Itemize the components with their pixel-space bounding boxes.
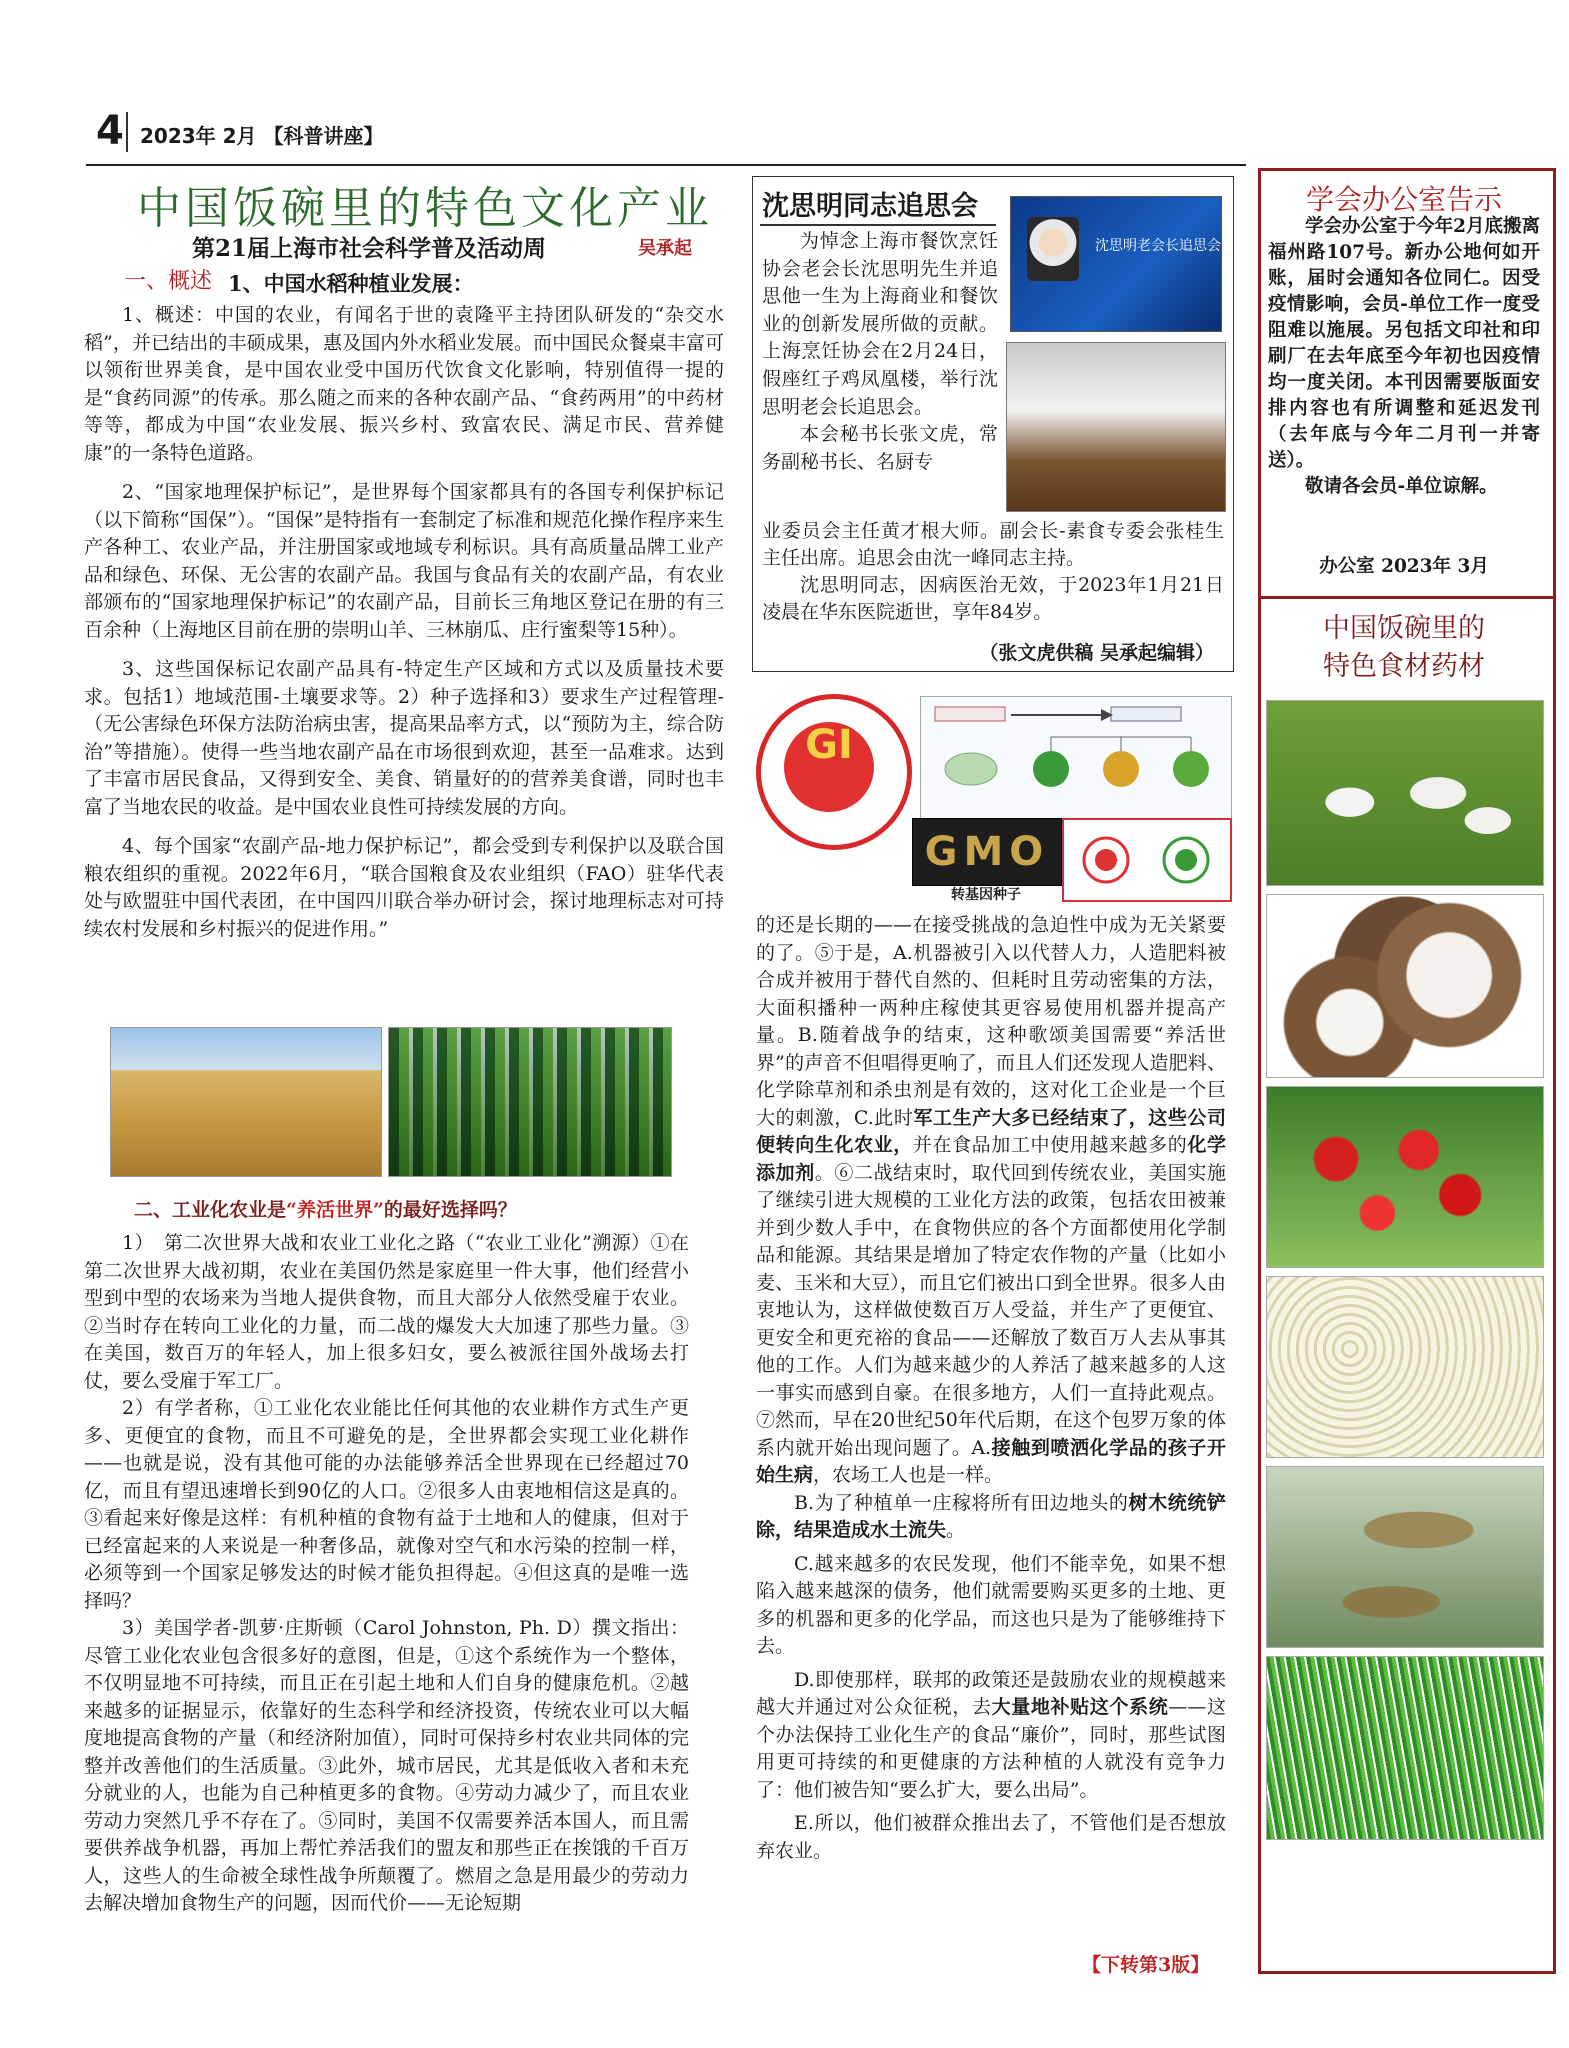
paragraph: C.越来越多的农民发现，他们不能幸免，如果不想陷入越来越深的债务，他们就需要购买更多的土地、更多的机器和更多的化学品，而这也只是为了能够维持下去。 — [756, 1552, 1226, 1657]
text-run: B.为了种植单一庄稼将所有田边地头的 — [794, 1491, 1129, 1514]
sec2-title-part: 二、工业化农业是 — [134, 1199, 287, 1221]
text-run: 的还是长期的——在接受挑战的急迫性中成为无关紧要的了。⑤于是，A.机器被引入以代替人力，人造肥料被合成并被用于替代自然的、但耗时且劳动密集的方法，大面积播种一两种庄稼使其更容易使用机器并提高产量。B.随着战争的结束，这种歌颂美国需要“养活世界”的声音不但唱得更响了，而且人们还发现人造肥料、化学除草剂和杀虫剂是有效的，这对化工企业是一个巨大的刺激，C.此时 — [756, 914, 1226, 1129]
paragraph: 1） 第二次世界大战和农业工业化之路（“农业工业化”溯源）①在第二次世界大战初期，农业在美国仍然是家庭里一件大事，他们经营小型到中型的农场来为当地人提供食物，而且大部分人依然受雇于农业。②当时存在转向工业化的力量，而二战的爆发大大加速了那些力量。③在美国，数百万的年轻人，加上很多妇女，要么被派往国外战场去打仗，要么受雇于军工厂。 — [84, 1232, 689, 1392]
article-author: 吴承起 — [638, 238, 692, 259]
emphasis-military: 军工生产大多已经结束了，这些公司便转向生化农业， — [756, 1106, 1226, 1156]
paragraph: E.所以，他们被群众推出去了，不管他们是否想放弃农业。 — [756, 1812, 1226, 1862]
article-subtitle: 第21届上海市社会科学普及活动周 — [192, 235, 547, 262]
section-heading-industrial — [134, 1195, 517, 1222]
text-run: 。⑥二战结束时，取代回到传统农业，美国实施了继续引进大规模的工业化方法的政策，包括农田被兼并到少数人手中，在食物供应的各个方面都使用化学制品和能源。其结果是增加了特定农作物的产量（比如小麦、玉米和大豆），而且它们被出口到全世界。很多人由衷地认为，这样做使数百万人受益，并生产了更便宜、更安全和更充裕的食品——还解放了数百万人去从事其他的工作。人们为越来越少的人养活了越来越多的人这一事实而感到自豪。在很多地方，人们一直持此观点。⑦然而，早在20世纪50年代后期，在这个包罗万象的体系内就开始出现问题了。A. — [756, 1161, 1226, 1459]
gi-flow-diagram — [920, 696, 1232, 828]
section-heading-rice: 1、中国水稻种植业发展： — [228, 271, 474, 296]
paragraph: 学会办公室于今年2月底搬离福州路107号。新办公地何如开账，届时会通知各位同仁。因受疫情影响，会员-单位工作一度受阻难以施展。另包括文印社和印刷厂在去年底至今年初也因疫情均一度关闭。本刊因需要版面安排内容也有所调整和延迟发刊（去年底与今年二月刊一并寄送）。 — [1268, 216, 1540, 471]
paragraph: 3）美国学者-凯萝·庄斯顿（Carol Johnston, Ph. D）撰文指出：尽管工业化农业包含很多好的意图，但是，①这个系统作为一个整体，不仅明显地不可持续，而且正在引起土地和人们自身的健康危机。②越来越多的证据显示，依靠好的生态科学和经济投资，传统农业可以大幅度地提高食物的产量（和经济附加值），同时可保持乡村农业共同体的完整并改善他们的生活质量。③此外，城市居民，尤其是低收入者和未充分就业的人，也能为自己种植更多的食物。④劳动力减少了，而且农业劳动力突然几乎不存在了。⑤同时，美国不仅需要养活本国人，而且需要供养战争机器，再加上帮忙养活我们的盟友和那些正在挨饿的千百万人，这些人的生命被全球性战争所颠覆了。燃眉之急是用最少的劳动力去解决增加食物生产的问题，因而代价——无论短期 — [84, 1617, 689, 1914]
header-divider — [126, 112, 128, 152]
paragraph: 3、这些国保标记农副产品具有-特定生产区域和方式以及质量技术要求。包括1）地域范围-土壤要求等。2）种子选择和3）要求生产过程管理-（无公害绿色环保方法防治病虫害，提高果品率方式，以“预防为主，综合防治”等措施）。使得一些当地农副产品在市场很到欢迎，甚至一品难求。达到了丰富市居民食品，又得到安全、美食、销量好的的营养美食谱，同时也丰富了当地农民的收益。是中国农业良性可持续发展的方向。 — [84, 658, 724, 818]
article-body-part2 — [84, 1230, 689, 1918]
paragraph — [756, 1667, 1226, 1805]
memorial-photo-caption: 沈思明老会长追思会 — [1095, 238, 1221, 254]
wheat-harvest-photo — [110, 1027, 382, 1177]
food-title-line: 中国饭碗里的 — [1323, 613, 1485, 644]
goji-berries-photo — [1266, 1086, 1544, 1268]
paragraph: 业委员会主任黄才根大师。副会长-素食专委会张桂生主任出席。追思会由沈一峰同志主持。 — [762, 520, 1224, 569]
paragraph: 2）有学者称，①工业化农业能比任何其他的农业耕作方式生产更多、更便宜的食物，而且不可避免的是，全世界都会实现工业化耕作——也就是说，没有其他可能的办法能够养活全世界现在已经超过70亿，而且有望迅速增长到90亿的人口。②很多人由衷地相信这是真的。③看起来好像是这样：有机种植的食物有益于土地和人的健康，但对于已经富起来的人来说是一种奢侈品，就像对空气和水污染的控制一样，必须等到一个国家足够发达的时候才能负担得起。④但这真的是唯一选择吗？ — [84, 1397, 689, 1612]
chives-photo — [1266, 1656, 1544, 1840]
gi-flow-graphic — [921, 697, 1231, 827]
taro-photo — [1266, 894, 1544, 1078]
memorial-title-rule — [760, 224, 996, 226]
cert-logos-graphic — [1064, 820, 1230, 900]
memorial-signature: （张文虎供稿 吴承起编辑） — [979, 642, 1214, 664]
sec2-title-highlight: “养活世界” — [286, 1199, 384, 1221]
goats-photo — [1266, 700, 1544, 886]
memorial-title: 沈思明同志追思会 — [762, 191, 978, 222]
portrait-image — [1027, 217, 1079, 281]
paragraph: 沈思明同志，因病医治无效，于2023年1月21日凌晨在华东医院逝世，享年84岁。 — [762, 574, 1224, 623]
notice-signature: 办公室 2023年 3月 — [1319, 556, 1489, 577]
food-title-line: 特色食材药材 — [1323, 651, 1485, 682]
gmo-seeds-image: GMO — [912, 818, 1062, 886]
emphasis-erosion: 树木统统铲除，结果造成水土流失 — [756, 1491, 1226, 1541]
article-body-part1 — [84, 302, 724, 943]
issue-date-section: 2023年 2月 【科普讲座】 — [140, 124, 384, 148]
text-run: ——这个办法保持工业化生产的食品“廉价”，同时，那些试图用更可持续的和更健康的方法种植的人就没有竞争力了：他们被告知“要么扩大，要么出局”。 — [756, 1696, 1226, 1801]
paragraph: 2、“国家地理保护标记”，是世界每个国家都具有的各国专利保护标记（以下简称“国保”）。“国保”是特指有一套制定了标准和规范化操作程序来生产各种工、农业产品，并注册国家或地域专利标识。具有高质量品牌工业产品和绿色、环保、无公害的农副产品。我国与食品有关的农副产品，有农业部颁布的“国家地理保护标记”的农副产品，目前长三角地区登记在册的有三百余种（上海地区目前在册的崇明山羊、三林崩瓜、庄行蜜梨等15种）。 — [84, 481, 724, 641]
notice-title: 学会办公室告示 — [1305, 183, 1502, 216]
text-run: 。 — [946, 1519, 966, 1541]
sec2-title-part: 的最好选择吗？ — [383, 1199, 517, 1221]
paragraph: 本会秘书长张文虎，常务副秘书长、名厨专 — [762, 423, 998, 473]
article-body-part3 — [756, 912, 1226, 1865]
paragraph: 4、每个国家“农副产品-地力保护标记”，都会受到专利保护以及联合国粮农组织的重视。2022年6月，“联合国粮食及农业组织（FAO）驻华代表处与欧盟驻中国代表团，在中国四川联合举办研讨会，探讨地理标志对可持续农村发展和乡村振兴的促进作用。” — [84, 835, 724, 940]
text-run: 并在食品加工中使用越来越多的 — [912, 1134, 1188, 1156]
emphasis-additives: 化学添加剂 — [756, 1134, 1226, 1184]
section-tag-overview: 一、概述 — [124, 269, 213, 294]
paragraph: 敬请各会员-单位谅解。 — [1305, 476, 1498, 497]
fish-photo — [1266, 1466, 1544, 1648]
article-title: 中国饭碗里的特色文化产业 — [137, 183, 713, 234]
memorial-speaker-photo — [1006, 342, 1226, 512]
greenhouse-photo — [388, 1027, 672, 1177]
continued-note: 【下转第3版】 — [1082, 1954, 1210, 1976]
paragraph: 为悼念上海市餐饮烹饪协会老会长沈思明先生并追思他一生为上海商业和餐饮业的创新发展所做的贡献。上海烹饪协会在2月24日，假座红子鸡凤凰楼，举行沈思明老会长追思会。 — [762, 230, 998, 418]
paragraph — [756, 1490, 1226, 1545]
gmo-seeds-label: 转基因种子 — [951, 887, 1021, 903]
memorial-body-narrow — [762, 228, 998, 476]
gi-certification-logos — [1062, 818, 1232, 902]
sidebar-divider — [1261, 596, 1553, 599]
memorial-portrait-photo — [1010, 196, 1222, 332]
header-rule — [86, 164, 1246, 166]
food-gallery-title — [1258, 610, 1550, 686]
page-number: 4 — [96, 108, 124, 154]
text-run: ，农场工人也是一样。 — [813, 1464, 1004, 1486]
chrysanthemum-photo — [1266, 1276, 1544, 1458]
gi-logo: GI — [784, 722, 874, 812]
paragraph — [756, 912, 1226, 1490]
emphasis-children: 接触到喷洒化学品的孩子开始生病 — [756, 1436, 1226, 1486]
text-run: D.即使那样，联邦的政策还是鼓励农业的规模越来越大并通过对公众征税，去 — [756, 1668, 1226, 1718]
notice-body — [1268, 214, 1540, 500]
memorial-body-wide — [762, 518, 1224, 626]
paragraph: 1、概述：中国的农业，有闻名于世的袁隆平主持团队研发的“杂交水稻”，并已结出的丰硕成果，惠及国内外水稻业发展。而中国民众餐桌丰富可以领衔世界美食，是中国农业受中国历代饮食文化影响，特别值得一提的是“食药同源”的传承。那么随之而来的各种农副产品、“食药两用”的中药材等等，都成为中国“农业发展、振兴乡村、致富农民、满足市民、营养健康”的一条特色道路。 — [84, 304, 724, 464]
emphasis-subsidy: 大量地补贴这个系统 — [991, 1696, 1169, 1718]
